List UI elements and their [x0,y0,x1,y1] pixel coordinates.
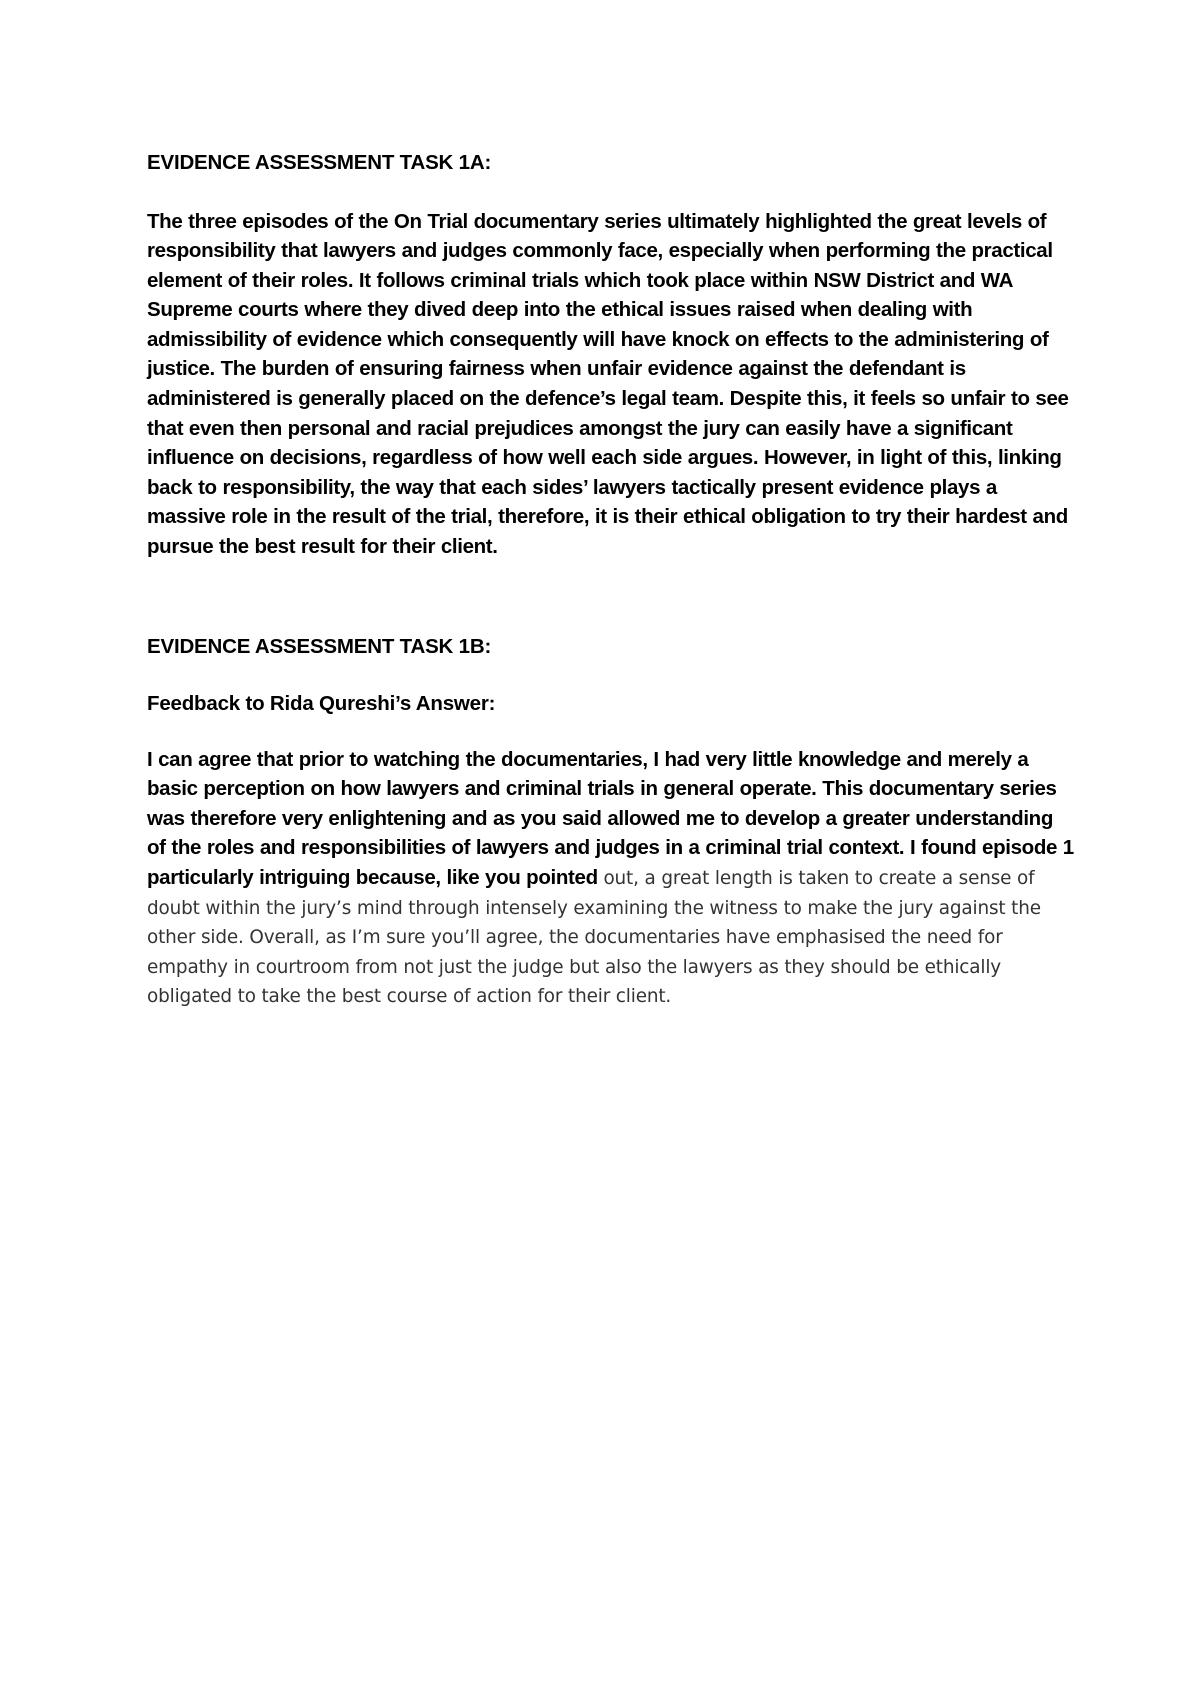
section-1a-paragraph: The three episodes of the On Trial documentary series ultimately highlighted the great levels of responsibility that lawyers and judges commonly face, especially when performing the practical element of their roles. It follows criminal trials which took place within NSW District and WA Supreme courts where they dived deep into the ethical issues raised when dealing with admissibility of evidence which consequently will have knock on effects to the administering of justice. The burden of ensuring fairness when unfair evidence against the defendant is administered is generally placed on the defence’s legal team. Despite this, it feels so unfair to see that even then personal and racial prejudices amongst the jury can easily have a significant influence on decisions, regardless of how well each side argues. However, in light of this, linking back to responsibility, the way that each sides’ lawyers tactically present evidence plays a massive role in the result of the trial, therefore, it is their ethical obligation to try their hardest and pursue the best result for their client. [147,209,1069,559]
spacer [147,719,1077,745]
section-1a-heading: EVIDENCE ASSESSMENT TASK 1A: [147,151,492,174]
feedback-paragraph [147,745,1077,1011]
spacer [147,562,1077,632]
section-1b-heading: EVIDENCE ASSESSMENT TASK 1B: [147,634,492,658]
feedback-paragraph-plain-text: out, a great length is taken to create a sense of doubt within the jury’s mind through intensely examining the witness to make the jury against the other side. Overall, as I’m sure you’ll agree, the documentaries have emphasised the need for empathy in courtroom from not just the judge but also the lawyers as they should be ethically obligated to take the best course of action for their client. [147,868,1041,1008]
spacer [147,178,1077,207]
spacer [147,661,1077,689]
document-body [147,148,1077,1011]
feedback-paragraph-bold-text: I can agree that prior to watching the documentaries, I had very little knowledge and merely a basic perception on how lawyers and criminal trials in general operate. This documentary series was therefore very enlightening and as you said allowed me to develop a greater understanding of the roles and responsibilities of lawyers and judges in a criminal trial context. I found episode 1 particularly intriguing because, like you pointed [147,747,1074,889]
feedback-subheading: Feedback to Rida Qureshi’s Answer: [147,692,496,716]
